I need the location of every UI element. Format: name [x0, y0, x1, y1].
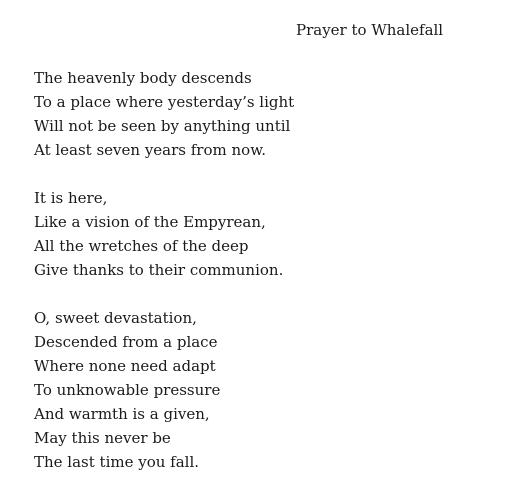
poem-line: It is here,: [34, 189, 108, 207]
poem-line: All the wretches of the deep: [34, 237, 249, 255]
poem-line: The heavenly body descends: [34, 69, 252, 87]
poem-line: Like a vision of the Empyrean,: [34, 213, 266, 231]
poem-line: Give thanks to their communion.: [34, 261, 284, 279]
stanza-1: [34, 66, 494, 162]
poem-line: At least seven years from now.: [34, 141, 267, 159]
poem-line: Descended from a place: [34, 333, 218, 351]
poem-body: [34, 66, 494, 498]
stanza-3: [34, 306, 494, 474]
poem-line: Where none need adapt: [34, 357, 216, 375]
poem-line: Will not be seen by anything until: [34, 117, 291, 135]
poem-line: And warmth is a given,: [34, 405, 210, 423]
poem-line: O, sweet devastation,: [34, 309, 197, 327]
poem-title: Prayer to Whalefall: [296, 21, 444, 39]
poem-line: May this never be: [34, 429, 171, 447]
stanza-2: [34, 186, 494, 282]
poem-line: The last time you fall.: [34, 453, 200, 471]
poem-line: To unknowable pressure: [34, 381, 221, 399]
poem-line: To a place where yesterday’s light: [34, 93, 295, 111]
